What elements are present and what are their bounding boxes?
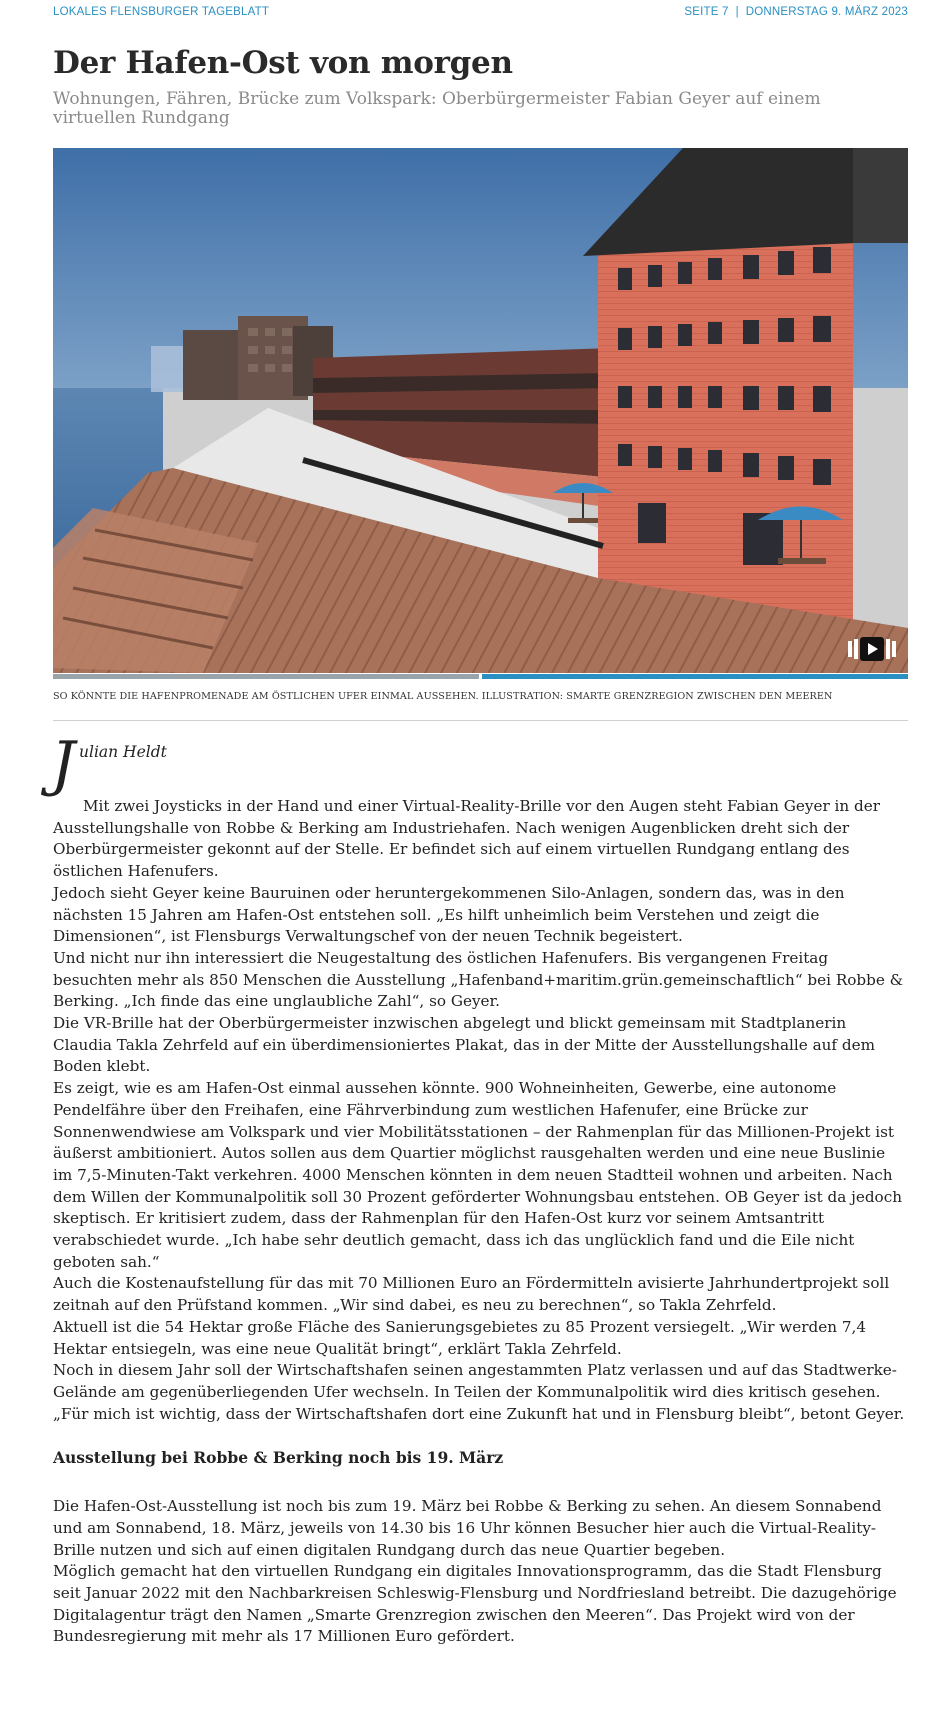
progress-track-left <box>53 674 479 679</box>
separator: | <box>735 6 739 18</box>
author-name: ulian Heldt <box>79 743 167 761</box>
paragraph-3: Und nicht nur ihn interessiert die Neugestaltung des östlichen Hafenufers. Bis vergangenen Freitag besuchten mehr als 850 Menschen die Ausstellung „Hafenband+maritim.grün.gemeinschaftlich“ bei Robbe & Berking. „Ich finde das eine unglaubliche Zahl“, so Geyer. <box>53 948 904 1011</box>
play-video-button[interactable] <box>848 637 896 661</box>
paragraph-7: Aktuell ist die 54 Hektar große Fläche des Sanierungsgebietes zu 85 Prozent versiegelt. „Wir werden 7,4 Hektar entsiegeln, was eine neue Qualität bringt“, erklärt Takla Zehrfeld. <box>53 1317 866 1358</box>
paragraph-1 <box>53 796 908 883</box>
newspaper-page <box>51 0 908 1646</box>
play-icon <box>848 637 896 661</box>
page-header <box>53 0 908 32</box>
headline: Der Hafen-Ost von morgen <box>53 45 513 81</box>
byline <box>51 729 908 799</box>
media-progress-bar[interactable] <box>53 674 908 679</box>
article-body <box>51 729 908 1648</box>
subheadline: Wohnungen, Fähren, Brücke zum Volkspark: Oberbürgermeister Fabian Geyer auf einem virtuellen Rundgang <box>53 89 821 128</box>
section-subheading: Ausstellung bei Robbe & Berking noch bis 19. März <box>53 1448 504 1468</box>
paragraph-8: Noch in diesem Jahr soll der Wirtschaftshafen seinen angestammten Platz verlassen und auf das Stadtwerke-Gelände am gegenüberliegenden Ufer wechseln. In Teilen der Kommunalpolitik wird dies kritisch gesehen. „Für mich ist wichtig, dass der Wirtschaftshafen dort eine Zukunft hat und in Flensburg bleibt“, betont Geyer. <box>53 1361 905 1423</box>
paragraph-2: Jedoch sieht Geyer keine Bauruinen oder heruntergekommenen Silo-Anlagen, sondern das, was in den nächsten 15 Jahren am Hafen-Ost entstehen soll. „Es hilft unheimlich beim Verstehen und zeigt die Dimensionen“, ist Flensburgs Verwaltungschef von der neuen Technik begeistert. <box>53 883 845 946</box>
paragraph-9: Die Hafen-Ost-Ausstellung ist noch bis zum 19. März bei Robbe & Berking zu sehen. An diesem Sonnabend und am Sonnabend, 18. März, jeweils von 14.30 bis 16 Uhr können Besucher hier auch die Virtual-Reality-Brille nutzen und sich auf einen digitalen Rundgang durch das neue Quartier begeben. <box>53 1497 882 1559</box>
hero-illustration <box>53 148 908 673</box>
image-caption: SO KÖNNTE DIE HAFENPROMENADE AM ÖSTLICHEN UFER EINMAL AUSSEHEN. ILLUSTRATION: SMARTE GRENZREGION ZWISCHEN DEN MEEREN <box>53 691 833 702</box>
paragraph-text: Mit zwei Joysticks in der Hand und einer Virtual-Reality-Brille vor den Augen steht Fabian Geyer in der Ausstellungshalle von Robbe & Berking am Industriehafen. Nach wenigen Augenblicken dreht sich der Oberbürgermeister gekonnt auf der Stelle. Er befindet sich auf einem virtuellen Rundgang entlang des östlichen Hafenufers. <box>53 797 880 881</box>
paragraph-10: Möglich gemacht hat den virtuellen Rundgang ein digitales Innovationsprogramm, das die Stadt Flensburg seit Januar 2022 mit den Nachbarkreisen Schleswig-Flensburg und Nordfriesland betreibt. Die dazugehörige Digitalagentur trägt den Namen „Smarte Grenzregion zwischen den Meeren“. Das Projekt wird von der Bundesregierung mit mehr als 17 Millionen Euro gefördert. <box>53 1562 897 1646</box>
harbor-illustration <box>53 148 908 673</box>
paragraph-5: Es zeigt, wie es am Hafen-Ost einmal aussehen könnte. 900 Wohneinheiten, Gewerbe, eine autonome Pendelfähre über den Freihafen, eine Fährverbindung zum westlichen Hafenufer, eine Brücke zur Sonnenwendwiese am Volkspark und vier Mobilitätsstationen – der Rahmenplan für das Millionen-Projekt ist äußerst ambitioniert. Autos sollen aus dem Quartier möglichst rausgehalten werden und eine neue Buslinie im 7,5-Minuten-Takt verkehren. 4000 Menschen könnten in dem neuen Stadtteil wohnen und arbeiten. Nach dem Willen der Kommunalpolitik soll 30 Prozent geförderter Wohnungsbau entstehen. OB Geyer ist da jedoch skeptisch. Er kritisiert zudem, dass der Rahmenplan für den Hafen-Ost kurz vor seinem Amtsantritt verabschiedet wurde. „Ich habe sehr deutlich gemacht, dass ich das unglücklich fand und die Eile nicht geboten sah.“ <box>53 1079 902 1271</box>
paragraph-6: Auch die Kostenaufstellung für das mit 70 Millionen Euro an Fördermitteln avisierte Jahrhundertprojekt soll zeitnah auf den Prüfstand kommen. „Wir sind dabei, es neu zu berechnen“, so Takla Zehrfeld. <box>53 1274 890 1315</box>
section-label: LOKALES FLENSBURGER TAGEBLATT <box>53 6 270 18</box>
issue-date: DONNERSTAG 9. MÄRZ 2023 <box>745 6 908 18</box>
progress-track-right <box>482 674 908 679</box>
page-number: SEITE 7 <box>684 6 729 18</box>
paragraph-4: Die VR-Brille hat der Oberbürgermeister inzwischen abgelegt und blickt gemeinsam mit Stadtplanerin Claudia Takla Zehrfeld auf ein überdimensioniertes Plakat, das in der Mitte der Ausstellungshalle auf dem Boden klebt. <box>53 1014 875 1076</box>
drop-cap: J <box>51 729 76 799</box>
divider <box>53 720 908 721</box>
page-info <box>684 6 908 18</box>
